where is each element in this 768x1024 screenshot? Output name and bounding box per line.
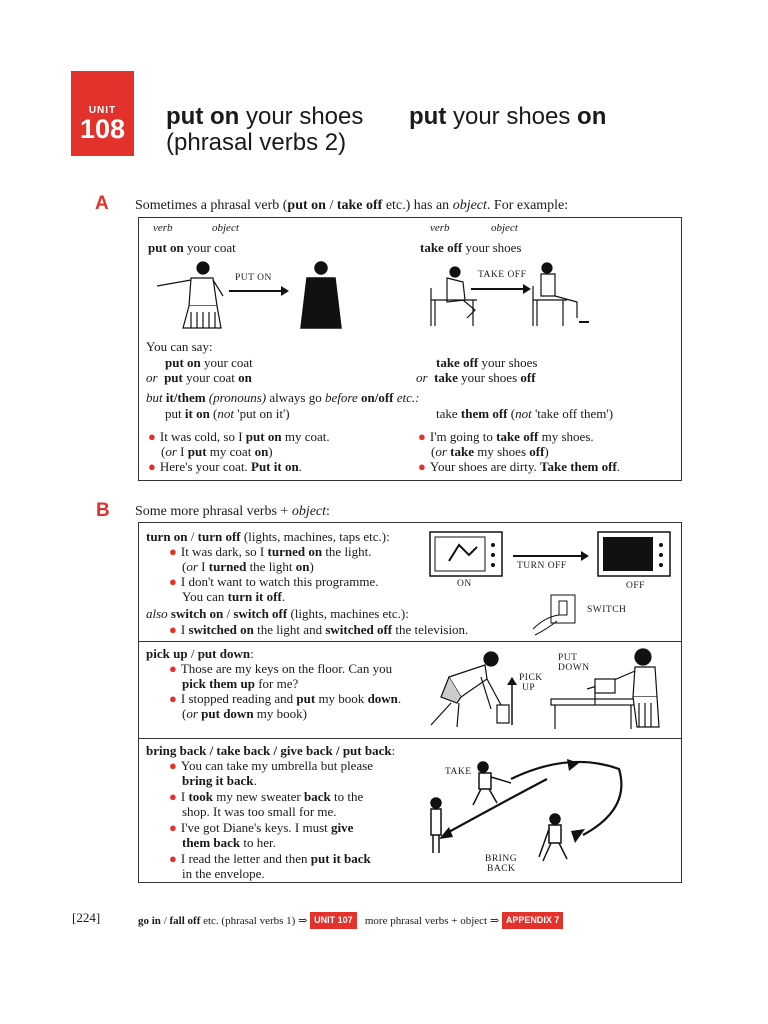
- pick-example-2: ● I stopped reading and put my book down.: [169, 691, 402, 706]
- label-off: OFF: [626, 581, 645, 591]
- switch-example: ● I switched on the light and switched off the television.: [169, 622, 469, 637]
- label-up: UP: [522, 683, 536, 693]
- bring-example-2: ● I took my new sweater back to the: [169, 789, 364, 804]
- label-back: BACK: [487, 864, 516, 874]
- label-take: TAKE: [445, 767, 472, 777]
- bring-example-4b: in the envelope.: [182, 866, 265, 881]
- unit-107-link[interactable]: UNIT 107: [310, 912, 357, 929]
- turn-example-1b: (or I turned the light on): [182, 559, 314, 574]
- example-put-on: put on your coat: [148, 240, 236, 255]
- bring-example-4: ● I read the letter and then put it back: [169, 851, 371, 866]
- turn-on-off-heading: turn on / turn off (lights, machines, taps etc.):: [146, 529, 390, 544]
- pronoun-example-left: put it on (not 'put on it'): [165, 406, 290, 421]
- title-right: put your shoes on: [409, 103, 607, 130]
- example-take-off: take off your shoes: [420, 240, 522, 255]
- title-line-2: (phrasal verbs 2): [166, 129, 347, 156]
- tv-on-illustration: [429, 531, 503, 579]
- section-a-intro: Sometimes a phrasal verb (put on / take off etc.) has an object. For example:: [135, 198, 569, 213]
- bullet-right-1: ● I'm going to take off my shoes.: [418, 429, 594, 444]
- unit-number: 108: [79, 114, 126, 144]
- arrow-right-icon: [229, 286, 289, 296]
- section-a-box: [138, 217, 682, 481]
- bring-example-1: ● You can take my umbrella but please: [169, 758, 374, 773]
- say-right-1: take off your shoes: [436, 355, 538, 370]
- page-title: [166, 104, 363, 156]
- bullet-left-1: ● It was cold, so I put on my coat.: [148, 429, 330, 444]
- put-down-illustration: [547, 647, 671, 733]
- divider: [139, 738, 681, 739]
- pick-example-2b: (or put down my book): [182, 706, 307, 721]
- appendix-7-link[interactable]: APPENDIX 7: [502, 912, 564, 929]
- pick-example-1b: pick them up for me?: [182, 676, 299, 691]
- bullet-right-2: ● Your shoes are dirty. Take them off.: [418, 459, 621, 474]
- arrow-right-icon: [513, 551, 589, 561]
- bring-example-3b: them back to her.: [182, 835, 276, 850]
- object-label-right: object: [491, 222, 518, 234]
- arrow-right-icon: [471, 284, 531, 294]
- bullet-left-1b: (or I put my coat on): [161, 444, 273, 459]
- bring-example-3: ● I've got Diane's keys. I must give: [169, 820, 354, 835]
- bullet-left-2: ● Here's your coat. Put it on.: [148, 459, 302, 474]
- label-switch: SWITCH: [587, 605, 627, 615]
- turn-example-1: ● It was dark, so I turned on the light.: [169, 544, 372, 559]
- footer-crossref: go in / fall off etc. (phrasal verbs 1) ⇒ UNIT 107 more phrasal verbs + object ⇒ APPENDIX 7: [138, 912, 563, 929]
- turn-example-2: ● I don't want to watch this programme.: [169, 574, 379, 589]
- divider: [139, 641, 681, 642]
- bring-example-2b: shop. It was too small for me.: [182, 804, 337, 819]
- verb-label-left: verb: [153, 222, 173, 234]
- say-left-1: put on your coat: [165, 355, 253, 370]
- light-switch-illustration: [531, 593, 579, 637]
- label-put: PUT: [558, 653, 578, 663]
- label-down: DOWN: [558, 663, 590, 673]
- pronoun-example-right: take them off (not 'take off them'): [436, 406, 614, 421]
- pick-up-heading: pick up / put down:: [146, 646, 254, 661]
- arrow-label-put-on: PUT ON: [235, 273, 272, 283]
- label-on: ON: [457, 579, 472, 589]
- verb-label-right: verb: [430, 222, 450, 234]
- label-pick: PICK: [519, 673, 543, 683]
- pronoun-rule: but it/them (pronouns) always go before on/off etc.:: [146, 390, 420, 405]
- label-turn-off: TURN OFF: [517, 561, 567, 571]
- arrow-up-icon: [507, 677, 517, 727]
- title-line-1: put on your shoes: [166, 103, 364, 130]
- bullet-right-1b: (or take my shoes off): [431, 444, 549, 459]
- label-bring: BRING: [485, 854, 518, 864]
- bring-example-1b: bring it back.: [182, 773, 257, 788]
- pick-example-1: ● Those are my keys on the floor. Can you: [169, 661, 393, 676]
- bring-back-heading: bring back / take back / give back / put back:: [146, 743, 396, 758]
- object-label-left: object: [212, 222, 239, 234]
- section-b-letter: B: [96, 500, 110, 521]
- say-right-2: or take your shoes off: [416, 370, 536, 385]
- section-a-letter: A: [95, 193, 109, 214]
- section-b-box: [138, 522, 682, 883]
- switch-heading: also switch on / switch off (lights, machines etc.):: [146, 606, 409, 621]
- unit-word: UNIT: [88, 105, 117, 116]
- page-number: [224]: [72, 910, 101, 925]
- tv-off-illustration: [597, 531, 671, 579]
- arrow-label-take-off: TAKE OFF: [478, 270, 527, 280]
- say-left-2: or put your coat on: [146, 370, 252, 385]
- you-can-say: You can say:: [146, 339, 213, 354]
- turn-example-2b: You can turn it off.: [182, 589, 286, 604]
- section-b-intro: Some more phrasal verbs + object:: [135, 504, 330, 519]
- unit-badge: [71, 71, 134, 156]
